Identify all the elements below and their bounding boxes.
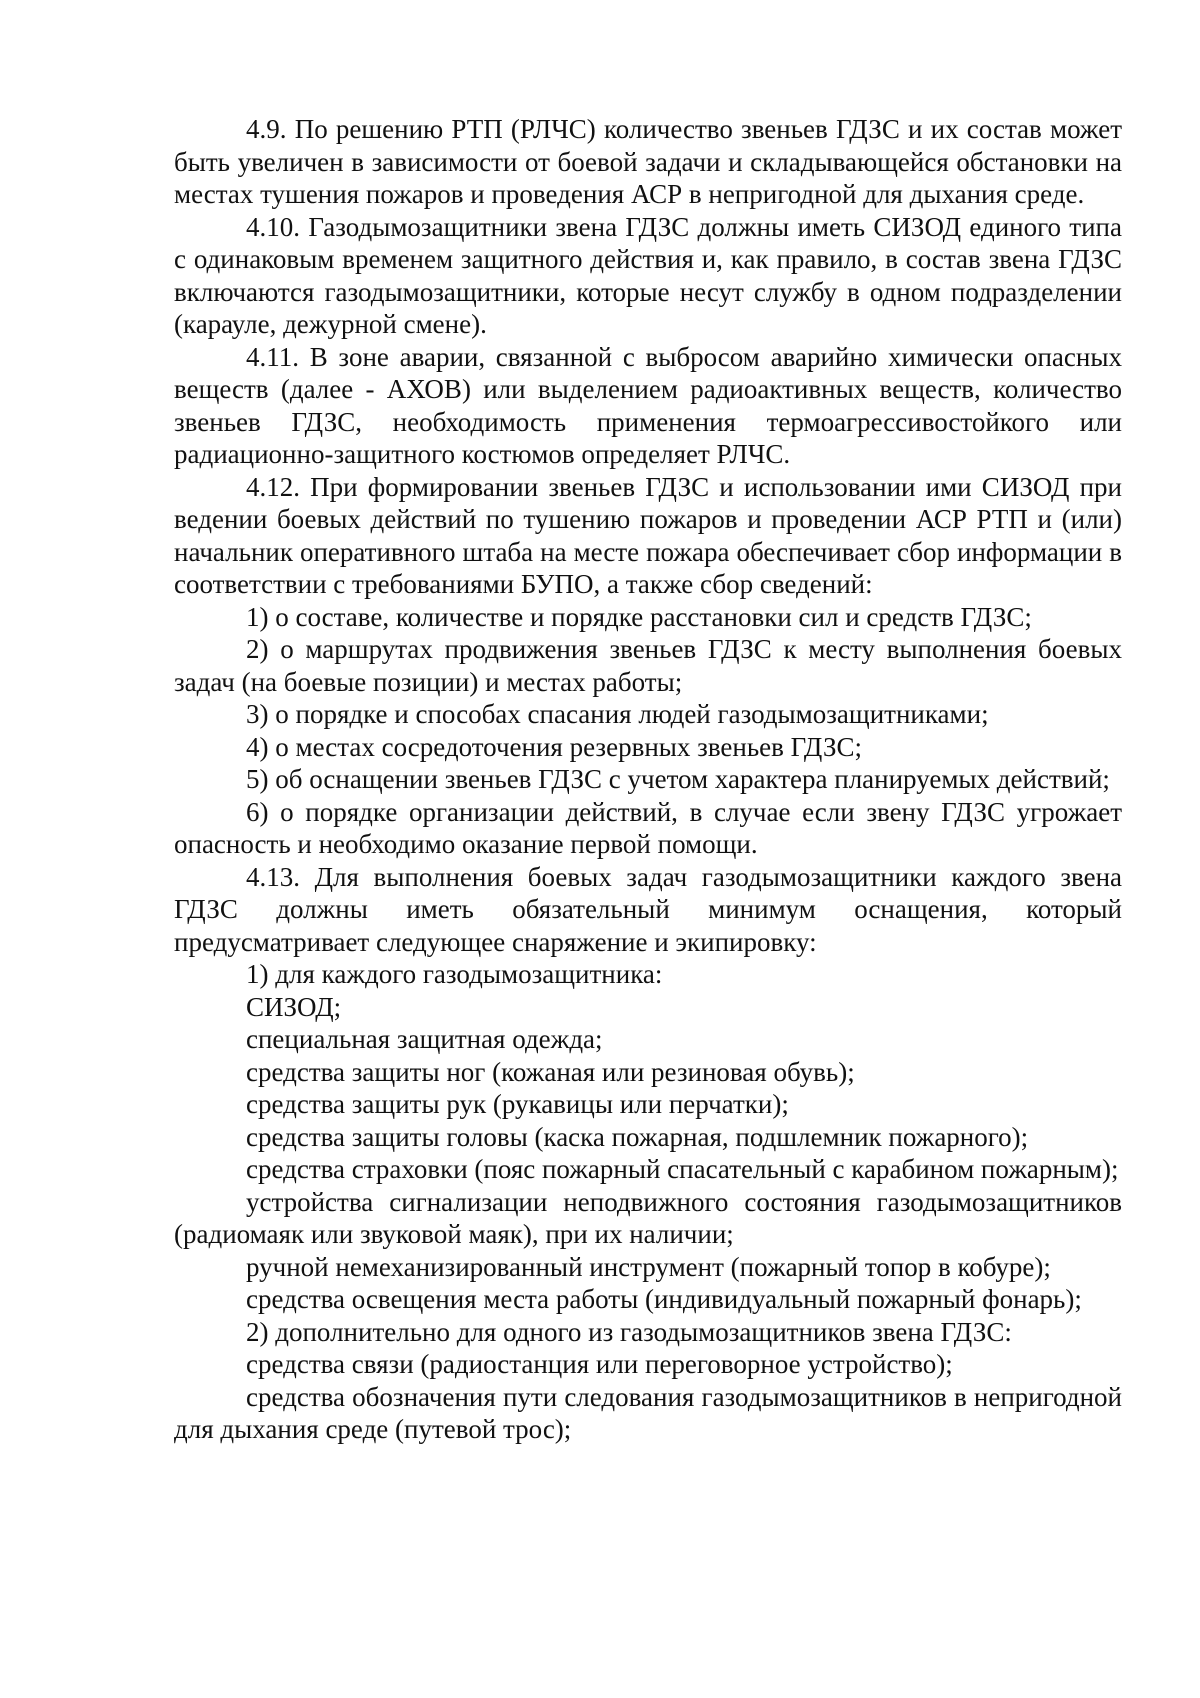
paragraph-4-10: 4.10. Газодымозащитники звена ГДЗС должны иметь СИЗОД единого типа с одинаковым временем защитного действия и, как правило, в состав звена ГДЗС включаются газодымозащитники, которые несут службу в одном подразделении (карауле, дежурной смене). (174, 211, 1122, 339)
equipment-item: СИЗОД; (246, 991, 342, 1022)
list-heading-each-firefighter: 1) для каждого газодымозащитника: (246, 959, 663, 989)
document-page (174, 113, 1122, 1446)
paragraph-4-9: 4.9. По решению РТП (РЛЧС) количество звеньев ГДЗС и их состав может быть увеличен в зависимости от боевой задачи и складывающейся обстановки на местах тушения пожаров и проведения АСР в непригодной для дыхания среде. (174, 114, 1122, 209)
paragraph-4-11: 4.11. В зоне аварии, связанной с выбросом аварийно химически опасных веществ (далее - АХОВ) или выделением радиоактивных веществ, количество звеньев ГДЗС, необходимость применения термоагрессивостойкого или радиационно-защитного костюмов определяет РЛЧС. (174, 341, 1122, 469)
equipment-item: специальная защитная одежда; (246, 1024, 603, 1054)
equipment-item: средства страховки (пояс пожарный спасательный с карабином пожарным); (246, 1154, 1119, 1184)
list-item-4-12-6: 6) о порядке организации действий, в случае если звену ГДЗС угрожает опасность и необходимо оказание первой помощи. (174, 796, 1122, 859)
equipment-item: средства защиты головы (каска пожарная, подшлемник пожарного); (246, 1121, 1029, 1152)
equipment-item: средства защиты ног (кожаная или резиновая обувь); (246, 1056, 855, 1087)
equipment-item: средства защиты рук (рукавицы или перчатки); (246, 1089, 789, 1119)
equipment-item: средства связи (радиостанция или переговорное устройство); (246, 1349, 953, 1379)
equipment-item: средства освещения места работы (индивидуальный пожарный фонарь); (246, 1284, 1082, 1314)
list-item-4-12-4: 4) о местах сосредоточения резервных звеньев ГДЗС; (246, 731, 863, 762)
paragraph-4-12: 4.12. При формировании звеньев ГДЗС и использовании ими СИЗОД при ведении боевых действий по тушению пожаров и проведении АСР РТП и (или) начальник оперативного штаба на месте пожара обеспечивает сбор информации в соответствии с требованиями БУПО, а также сбор сведений: (174, 471, 1122, 599)
equipment-item: средства обозначения пути следования газодымозащитников в непригодной для дыхания среде (путевой трос); (174, 1381, 1122, 1444)
equipment-item: устройства сигнализации неподвижного состояния газодымозащитников (радиомаяк или звуковой маяк), при их наличии; (174, 1186, 1122, 1249)
paragraph-4-13: 4.13. Для выполнения боевых задач газодымозащитники каждого звена ГДЗС должны иметь обязательный минимум оснащения, который предусматривает следующее снаряжение и экипировку: (174, 861, 1122, 957)
list-item-4-12-1: 1) о составе, количестве и порядке расстановки сил и средств ГДЗС; (246, 601, 1032, 632)
list-item-4-12-3: 3) о порядке и способах спасания людей газодымозащитниками; (246, 699, 989, 729)
list-item-4-12-2: 2) о маршрутах продвижения звеньев ГДЗС к месту выполнения боевых задач (на боевые позиции) и местах работы; (174, 634, 1122, 697)
list-item-4-12-5: 5) об оснащении звеньев ГДЗС с учетом характера планируемых действий; (246, 764, 1110, 794)
equipment-item: ручной немеханизированный инструмент (пожарный топор в кобуре); (246, 1251, 1051, 1282)
list-heading-one-firefighter: 2) дополнительно для одного из газодымозащитников звена ГДЗС: (246, 1316, 1012, 1347)
